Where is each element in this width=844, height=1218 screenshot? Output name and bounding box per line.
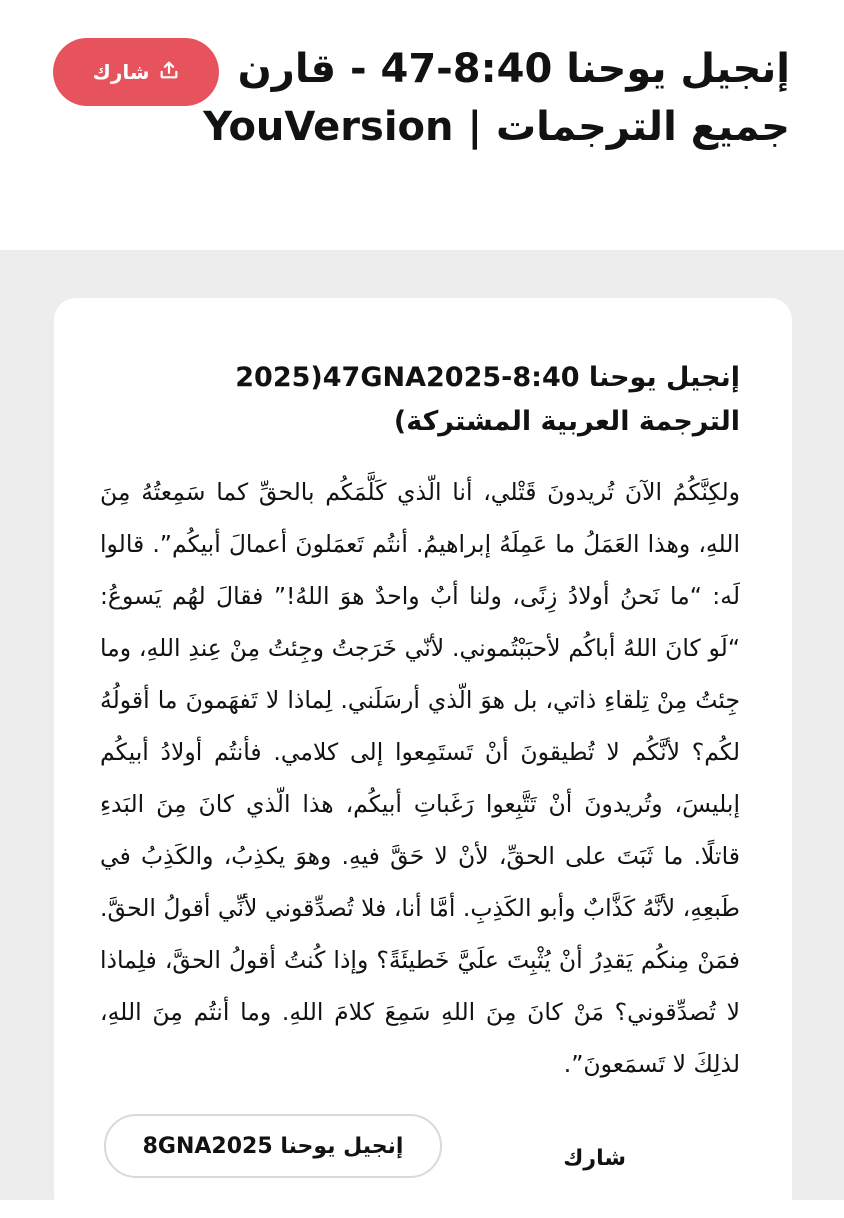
share-link[interactable]: شارك bbox=[563, 1146, 626, 1171]
share-button[interactable] bbox=[53, 38, 219, 106]
chapter-button-label: إنجيل يوحنا 8GNA2025 bbox=[142, 1133, 404, 1159]
share-button-label: شارك bbox=[92, 60, 150, 84]
page-header bbox=[0, 0, 844, 250]
share-upload-icon bbox=[158, 59, 180, 86]
verse-text: ولكِنَّكُمُ الآنَ تُريدونَ قَتْلي، أنا الّذي كَلَّمَكُم بالحقِّ كما سَمِعتُهُ مِنَ اللهِ، وهذا العَمَلُ ما عَمِلَهُ إبراهيمُ. أنتُم تَعمَلونَ أعمالَ أبيكُم”. قالوا لَه: “ما نَحنُ أولادُ زِنًى، ولنا أبٌ واحدٌ هوَ اللهُ!” فقالَ لهُم يَسوعُ: “لَو كانَ اللهُ أباكُم لأحبَبْتُموني. لأنّي خَرَجتُ وجِئتُ مِنْ عِندِ اللهِ، وما جِئتُ مِنْ تِلقاءِ ذاتي، بل هوَ الّذي أرسَلَني. لِماذا لا تَفهَمونَ ما أقولُهُ لكُم؟ لأنَّكُم لا تُطيقونَ أنْ تَستَمِعوا إلى كلامي. فأنتُم أولادُ أبيكُم إبليسَ، وتُريدونَ أنْ تَتَّبِعوا رَغَباتِ أبيكُم، هذا الّذي كانَ مِنَ البَدءِ قاتلًا. ما ثَبَتَ على الحقِّ، لأنْ لا حَقَّ فيهِ. وهوَ يكذِبُ، والكَذِبُ في طَبعِهِ، لأنَّهُ كَذَّابٌ وأبو الكَذِبِ. أمَّا أنا، فلا تُصدِّقوني لأنِّي أقولُ الحقَّ. فمَنْ مِنكُم يَقدِرُ أنْ يُثْبِتَ علَيَّ خَطيئَةً؟ وإذا كُنتُ أقولُ الحقَّ، فلِماذا لا تُصدِّقوني؟ مَنْ كانَ مِنَ اللهِ سَمِعَ كلامَ اللهِ. وما أنتُم مِنَ اللهِ، لذلِكَ لا تَسمَعونَ”. bbox=[100, 478, 740, 1078]
verse-card bbox=[54, 298, 792, 1218]
verse-reference-title: إنجيل يوحنا 8:40-47GNA2025(2025 الترجمة العربية المشتركة) bbox=[235, 362, 740, 437]
chapter-button[interactable] bbox=[104, 1114, 442, 1178]
page-title: إنجيل يوحنا 8:40-47 - قارن جميع الترجمات | YouVersion bbox=[203, 46, 790, 150]
